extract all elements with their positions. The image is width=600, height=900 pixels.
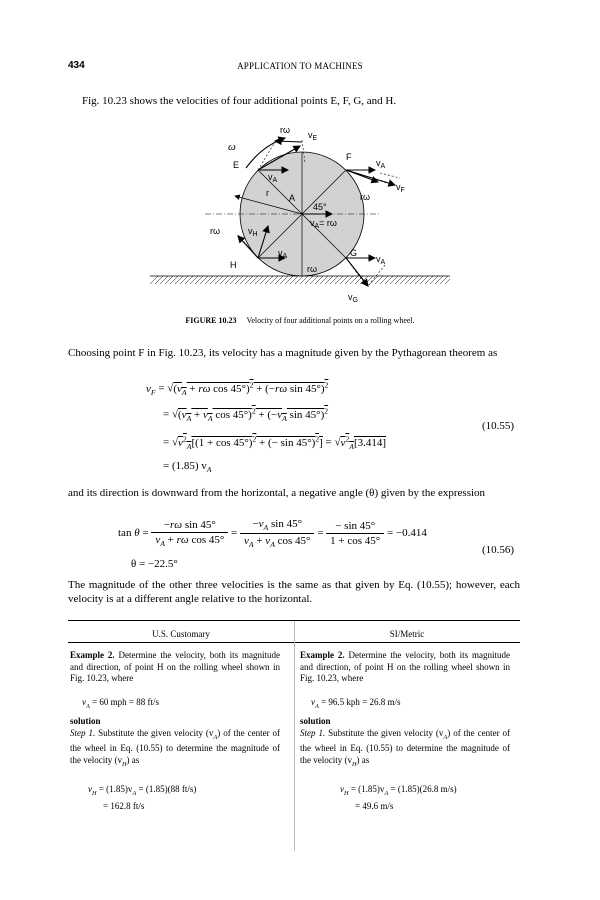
vH-label: $v_H$ [248, 226, 258, 238]
r-omega-F-label: rω [360, 192, 371, 202]
point-A-label: A [289, 193, 296, 203]
ground-hatching [150, 276, 450, 284]
point-H-label: H [230, 260, 237, 270]
paragraph-3: The magnitude of the other three velocities is the same as that given by Eq. (10.55); however, each velocity is at a different angle relative to the horizontal. [68, 579, 520, 605]
r-omega-top-arrow [275, 141, 302, 142]
r-omega-top-label: rω [280, 125, 291, 135]
paragraph-2: and its direction is downward from the horizontal, a negative angle (θ) given by the expression [68, 487, 486, 499]
page-number: 434 [68, 60, 85, 71]
paragraph-1: Choosing point F in Fig. 10.23, its velocity has a magnitude given by the Pythagorean theorem as [68, 347, 498, 359]
eq-number-10-55: (10.55) [482, 420, 515, 432]
angle-label: 45° [313, 202, 327, 212]
intro-paragraph: Fig. 10.23 shows the velocities of four additional points E, F, G, and H. [82, 95, 397, 107]
point-F-label: F [346, 152, 352, 162]
vA-F-label: $v_A$ [376, 158, 386, 170]
vA-eq-label: $v_A= r\omega$ [310, 218, 337, 230]
point-E-label: E [233, 160, 240, 170]
si-metric-header: SI/Metric [389, 629, 425, 639]
omega-label: ω [228, 141, 236, 153]
column-divider [294, 621, 295, 851]
us-customary-header: U.S. Customary [152, 629, 210, 639]
running-header: APPLICATION TO MACHINES [237, 61, 363, 71]
r-label: r [266, 188, 269, 198]
rolling-wheel-figure [150, 118, 450, 313]
vG-label: $v_G$ [348, 292, 358, 304]
vA-G-label: $v_A$ [376, 254, 386, 266]
vA-E-label: $v_A$ [268, 172, 278, 184]
vF-label: $v_F$ [396, 182, 405, 194]
r-omega-H-label: rω [210, 226, 221, 236]
r-omega-G-label: rω [307, 264, 318, 274]
eq-number-10-56: (10.56) [482, 544, 515, 556]
vE-label: $v_E$ [308, 130, 318, 142]
point-G-label: G [350, 248, 358, 258]
figure-caption: FIGURE 10.23 Velocity of four additional points on a rolling wheel. [185, 316, 415, 325]
vA-H-label: $v_A$ [278, 248, 288, 260]
